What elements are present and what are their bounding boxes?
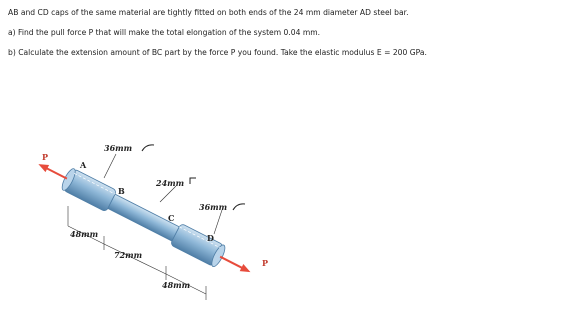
bar-diagram — [36, 140, 276, 308]
problem-intro: AB and CD caps of the same material are tightly fitted on both ends of the 24 mm diameter AD steel bar. — [8, 8, 409, 17]
problem-statement — [8, 8, 528, 68]
problem-part-a: a) Find the pull force P that will make the total elongation of the system 0.04 mm. — [8, 28, 321, 37]
point-a-label: A — [80, 160, 87, 170]
dim-cap-cd-diameter: 36mm — [199, 202, 228, 212]
point-b-label: B — [118, 186, 125, 196]
diameter-icon — [190, 178, 196, 184]
diameter-icon — [142, 145, 154, 151]
dim-length-cd: 48mm — [162, 280, 191, 290]
force-right-label: P — [262, 258, 269, 268]
diameter-icon — [233, 204, 245, 210]
dim-length-bc: 72mm — [114, 250, 143, 260]
point-c-label: C — [168, 213, 175, 223]
dim-rod-diameter: 24mm — [156, 178, 185, 188]
force-left-label: P — [42, 152, 49, 162]
problem-part-b: b) Calculate the extension amount of BC part by the force P you found. Take the elastic modulus E = 200 GPa. — [8, 48, 427, 57]
dim-length-ab: 48mm — [70, 229, 99, 239]
bar-figure — [36, 140, 276, 308]
dim-cap-ab-diameter: 36mm — [104, 143, 133, 153]
point-d-label: D — [207, 233, 214, 243]
